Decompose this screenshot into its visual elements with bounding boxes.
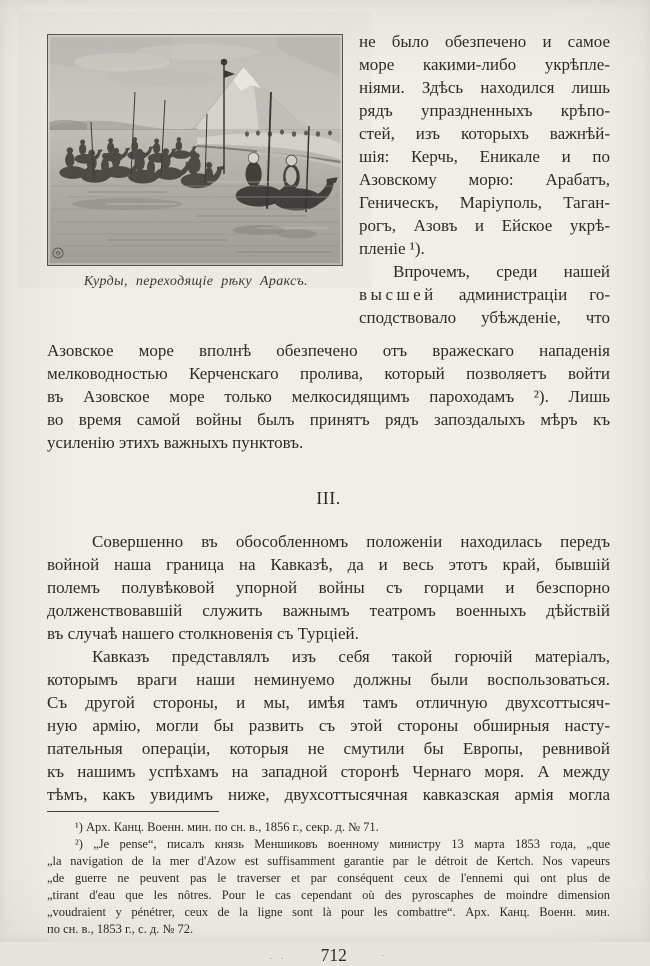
page-footer bbox=[47, 945, 610, 966]
footnotes bbox=[47, 811, 610, 938]
section-heading: III. bbox=[316, 488, 341, 508]
figure-caption: Курды, переходящіе рѣку Араксъ. bbox=[83, 274, 309, 289]
text-line: Азовское море вполнѣ обезпечено отъ вражескаго нападенія bbox=[47, 341, 610, 360]
text-line: долженствовавшій служить важнымъ театромъ военныхъ дѣйствій bbox=[47, 601, 610, 620]
text-line: въ случаѣ нашего столкновенія съ Турціей. bbox=[47, 624, 359, 643]
text-line: ніями. Здѣсь находился лишь bbox=[359, 78, 610, 97]
footnote-separator-rule bbox=[47, 811, 219, 812]
text-run: администраціи го- bbox=[436, 285, 610, 304]
text-line: по сн. в., 1853 г., с. д. № 72. bbox=[47, 922, 194, 936]
engraving-illustration-river-crossing bbox=[47, 34, 343, 266]
text-line: стей, изъ которыхъ важнѣй- bbox=[359, 124, 610, 143]
text-line: рядъ упраздненныхъ крѣпо- bbox=[359, 101, 610, 120]
top-section bbox=[47, 34, 610, 329]
scan-artifact-right: · bbox=[380, 950, 388, 962]
text-line: Впрочемъ, среди нашей bbox=[393, 262, 610, 281]
paragraph-azov-sea bbox=[47, 339, 610, 454]
text-line: Кавказъ представлялъ изъ себя такой горючій матеріалъ, bbox=[92, 647, 610, 666]
text-line: Геническъ, Маріуполь, Таган- bbox=[359, 193, 610, 212]
footnote-2 bbox=[47, 836, 610, 938]
right-text-column bbox=[359, 30, 610, 329]
text-line: въ Азовское море только мелкосидящимъ пароходамъ ²). Лишь bbox=[47, 387, 610, 406]
page-number: 712 bbox=[320, 945, 347, 965]
text-line: пленіе ¹). bbox=[359, 239, 425, 258]
text-line: ную армію, могли бы развить съ этой стороны обширныя насту- bbox=[47, 716, 610, 735]
text-line: полемъ полувѣковой упорной войны съ горцами и безспорно bbox=[47, 578, 610, 597]
text-line: во время самой войны былъ принятъ рядъ запоздалыхъ мѣръ къ bbox=[47, 410, 610, 429]
text-line: не было обезпечено и самое bbox=[359, 32, 610, 51]
text-line: тѣмъ, какъ увидимъ ниже, двухсоттысячная кавказская армія могла bbox=[47, 785, 610, 804]
text-line: „la navigation de la mer d'Azow est suffisamment garantie par le détroit de Kertch. Nos vapeurs bbox=[47, 854, 610, 868]
text-line: рогъ, Азовъ и Ейское укрѣ- bbox=[359, 216, 610, 235]
text-line: войной наша граница на Кавказѣ, да и весь этотъ край, бывшій bbox=[47, 555, 610, 574]
text-line: къ нашимъ успѣхамъ на западной сторонѣ Чернаго моря. А между bbox=[47, 762, 610, 781]
text-line: сподствовало убѣжденіе, что bbox=[359, 308, 610, 327]
text-line: ²) „Je pense“, писалъ князь Меншиковъ военному министру 13 марта 1853 года, „que bbox=[75, 837, 610, 851]
paragraph-fortifications bbox=[359, 30, 610, 260]
text-line: усиленію этихъ важныхъ пунктовъ. bbox=[47, 433, 304, 452]
text-line: „tirant d'eau que les nôtres. Pour le cas cependant où des pyroscaphes de moindre dimension bbox=[47, 888, 610, 902]
text-line: „de guerre ne peuvent pas le traverser et par conséquent ceux de l'ennemi qui ont plus de bbox=[47, 871, 610, 885]
scan-artifact-left: . . bbox=[269, 950, 287, 962]
main-text bbox=[47, 339, 610, 806]
text-line: пательныя операціи, которыя не смутили бы Европы, ревнивой bbox=[47, 739, 610, 758]
halftone-grain-overlay bbox=[48, 35, 342, 265]
paragraph-administration bbox=[359, 260, 610, 329]
text-line: мелководностью Керченскаго пролива, который позволяетъ войти bbox=[47, 364, 610, 383]
footnote-1: ¹) Арх. Канц. Военн. мин. по сн. в., 1856 г., секр. д. № 71. bbox=[75, 820, 379, 834]
text-line: которымъ враги наши неминуемо должны были воспользоваться. bbox=[47, 670, 610, 689]
text-line: Съ другой стороны, и мы, имѣя тамъ отличную двухсоттысяч- bbox=[47, 693, 610, 712]
text-line: шія: Керчь, Еникале и по bbox=[359, 147, 610, 166]
text-line: Азовскому морю: Арабатъ, bbox=[359, 170, 610, 189]
text-line: море какими-либо укрѣпле- bbox=[359, 55, 610, 74]
emphasized-word: высшей bbox=[359, 285, 437, 304]
text-line bbox=[359, 283, 610, 306]
text-line: Совершенно въ обособленномъ положеніи находилась передъ bbox=[92, 532, 610, 551]
figure bbox=[47, 34, 345, 290]
paragraph-caucasus-army bbox=[47, 645, 610, 806]
text-line: „voudraient y pénétrer, ceux de la ligne sont là pour les combattre“. Арх. Канц. Военн. мин. bbox=[47, 905, 610, 919]
paragraph-caucasus-border bbox=[47, 530, 610, 645]
